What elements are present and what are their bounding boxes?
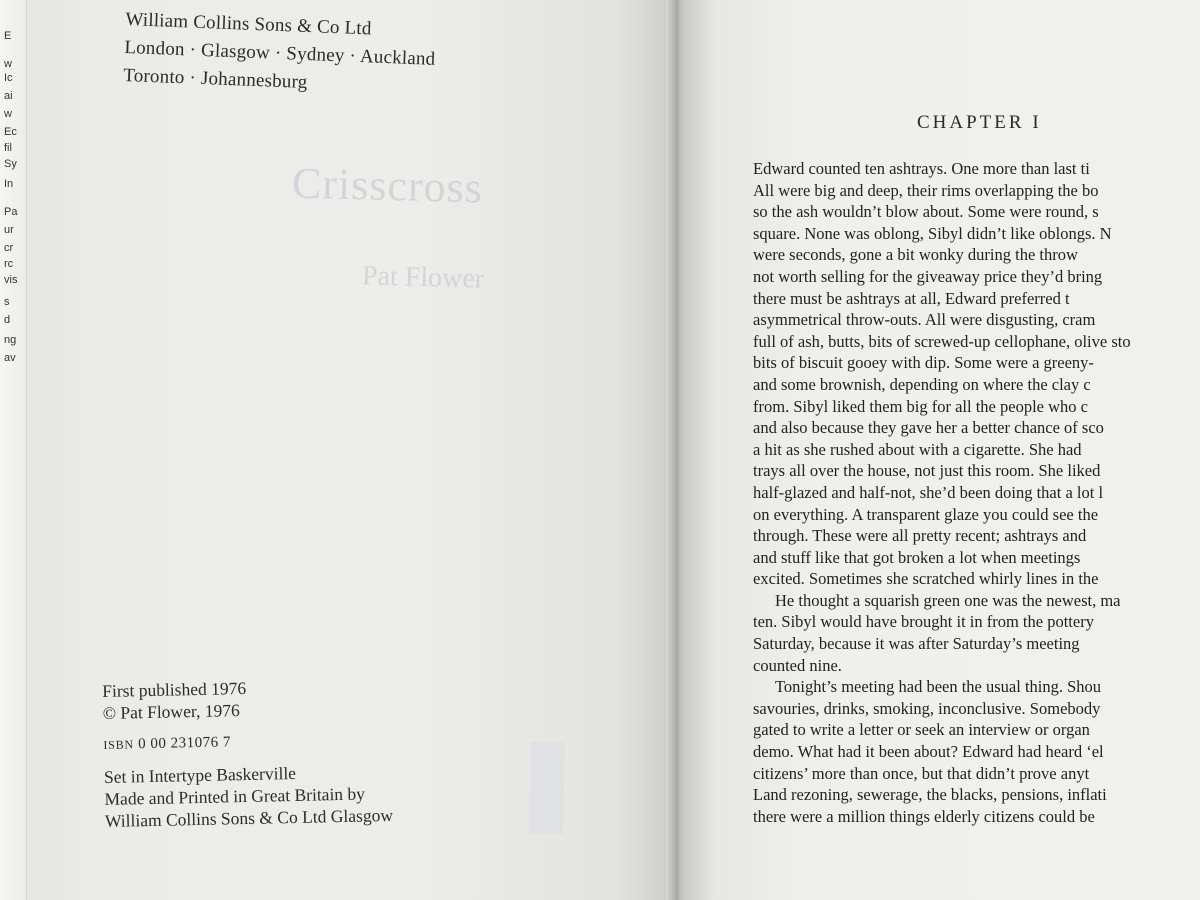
text-line: from. Sibyl liked them big for all the people who c: [753, 396, 1088, 416]
text-line: ten. Sibyl would have brought it in from the pottery: [753, 612, 1094, 632]
text-line: there must be ashtrays at all, Edward preferred t: [753, 288, 1070, 308]
printer-line: William Collins Sons & Co Ltd Glasgow: [104, 804, 394, 831]
previous-page-edge: [0, 0, 27, 900]
previous-page-text-fragment: fil: [4, 142, 12, 154]
printed-line: Made and Printed in Great Britain by: [104, 783, 366, 809]
previous-page-text-fragment: rc: [4, 258, 14, 270]
text-line: full of ash, butts, bits of screwed-up cellophane, olive sto: [753, 331, 1131, 351]
first-published-line: First published 1976: [102, 677, 247, 701]
previous-page-text-fragment: Ec: [4, 126, 17, 138]
text-line: were seconds, gone a bit wonky during the throw: [753, 245, 1078, 265]
typeset-line: Set in Intertype Baskerville: [103, 762, 297, 787]
text-line: and stuff like that got broken a lot when meetings: [753, 547, 1081, 567]
text-line: excited. Sometimes she scratched whirly lines in the: [753, 569, 1099, 589]
text-line: on everything. A transparent glaze you could see the: [753, 504, 1099, 524]
previous-page-text-fragment: av: [4, 352, 16, 364]
show-through-title: Crisscross: [291, 158, 484, 213]
text-line: citizens’ more than once, but that didn’t prove anyt: [753, 763, 1090, 783]
text-line: Land rezoning, sewerage, the blacks, pensions, inflati: [753, 785, 1107, 805]
text-line: trays all over the house, not just this room. She liked: [753, 461, 1101, 481]
previous-page-text-fragment: s: [4, 296, 10, 308]
isbn-prefix: ISBN: [103, 737, 135, 752]
text-line: All were big and deep, their rims overlapping the bo: [753, 180, 1099, 200]
previous-page-text-fragment: Pa: [4, 206, 18, 218]
previous-page-text-fragment: ng: [4, 334, 17, 346]
text-line: a hit as she rushed about with a cigarette. She had: [753, 439, 1082, 459]
paragraph-1: [753, 158, 1200, 590]
publisher-name: William Collins Sons & Co Ltd: [125, 8, 372, 40]
text-line: Saturday, because it was after Saturday’s meeting: [753, 634, 1080, 654]
text-line: half-glazed and half-not, she’d been doing that a lot l: [753, 482, 1104, 502]
chapter-heading: CHAPTER I: [917, 112, 1042, 133]
text-line: through. These were all pretty recent; ashtrays and: [753, 526, 1087, 546]
publisher-cities-line-1: London · Glasgow · Sydney · Auckland: [124, 36, 436, 70]
text-line: asymmetrical throw-outs. All were disgusting, cram: [753, 310, 1096, 330]
text-line: counted nine.: [753, 655, 842, 675]
paragraph-3: [753, 676, 1200, 827]
text-line: and also because they gave her a better chance of sco: [753, 418, 1104, 438]
text-line: demo. What had it been about? Edward had heard ‘el: [753, 742, 1104, 762]
copyright-line: © Pat Flower, 1976: [102, 700, 240, 723]
paragraph-2: [753, 590, 1200, 676]
previous-page-text-fragment: d: [4, 314, 11, 326]
text-line: and some brownish, depending on where the clay c: [753, 374, 1091, 394]
text-line: savouries, drinks, smoking, inconclusive. Somebody: [753, 698, 1101, 718]
publisher-block: [123, 6, 437, 102]
text-line: He thought a squarish green one was the newest, ma: [775, 590, 1121, 610]
previous-page-text-fragment: w: [4, 58, 12, 70]
isbn-number: 0 00 231076 7: [137, 734, 232, 753]
previous-page-text-fragment: vis: [4, 274, 18, 286]
previous-page-text-fragment: cr: [4, 242, 14, 254]
text-line: bits of biscuit gooey with dip. Some were a greeny-: [753, 353, 1094, 373]
previous-page-text-fragment: Sy: [4, 158, 17, 170]
previous-page-text-fragment: ur: [4, 224, 14, 236]
imprint-block: [102, 674, 393, 832]
publisher-cities-line-2: Toronto · Johannesburg: [122, 64, 308, 94]
previous-page-text-fragment: E: [4, 30, 12, 42]
text-line: square. None was oblong, Sibyl didn’t like oblongs. N: [753, 223, 1112, 243]
show-through-author: Pat Flower: [361, 260, 485, 295]
previous-page-text-fragment: ai: [4, 90, 13, 102]
show-through-mark: [529, 742, 565, 835]
previous-page-text-fragment: In: [4, 178, 14, 190]
text-line: Tonight’s meeting had been the usual thing. Shou: [775, 677, 1102, 697]
text-line: not worth selling for the giveaway price they’d bring: [753, 266, 1103, 286]
text-line: so the ash wouldn’t blow about. Some were round, s: [753, 202, 1099, 222]
previous-page-text-fragment: w: [4, 108, 12, 120]
chapter-body-text: [753, 158, 1200, 827]
previous-page-text-fragment: Ic: [4, 72, 13, 84]
text-line: gated to write a letter or seek an interview or organ: [753, 720, 1090, 740]
isbn-line: [103, 728, 391, 756]
text-line: there were a million things elderly citizens could be: [753, 806, 1095, 826]
text-line: Edward counted ten ashtrays. One more than last ti: [753, 159, 1090, 178]
